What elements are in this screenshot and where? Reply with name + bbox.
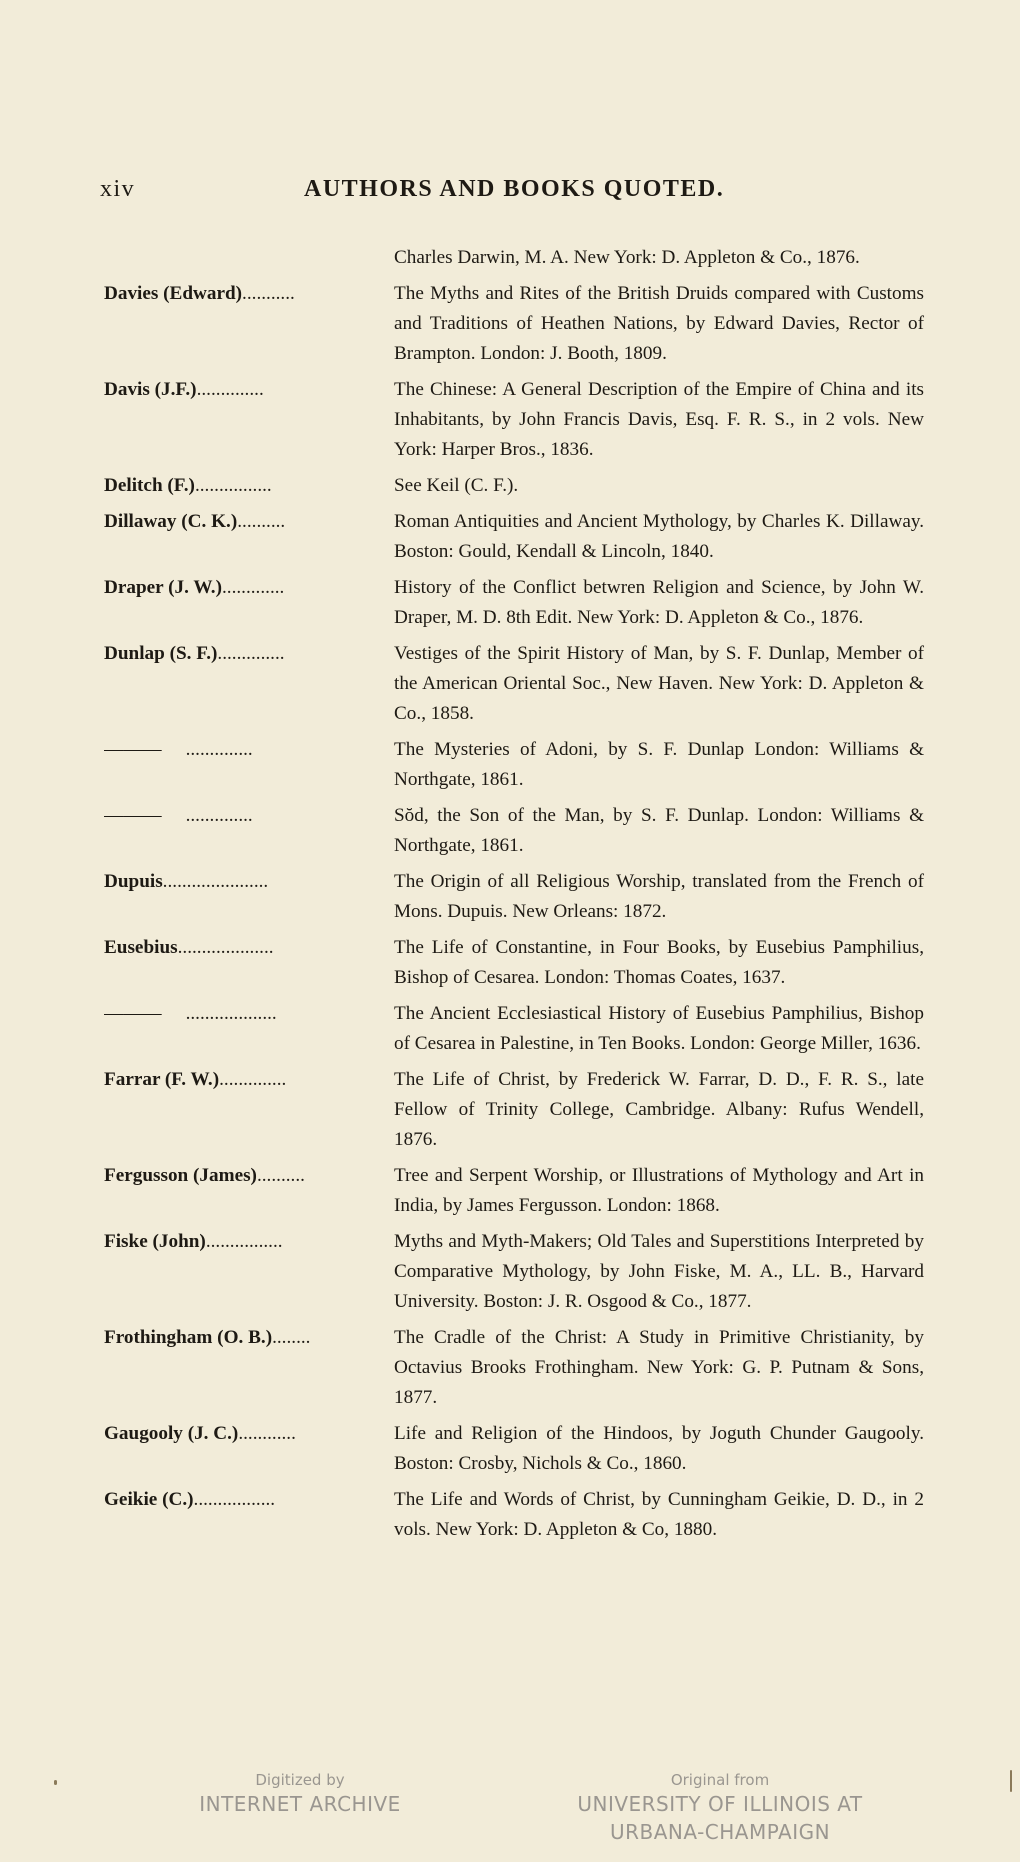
entry-work: Vestiges of the Spirit History of Man, by S. F. Dunlap, Member of the American Oriental Soc., New Haven. New York: D. Appleton & Co., 1858. — [394, 643, 924, 724]
bibliography-entry — [104, 507, 924, 567]
bibliography-entry — [104, 999, 924, 1059]
entry-work: History of the Conflict betwren Religion and Science, by John W. Draper, M. D. 8th Edit. New York: D. Appleton & Co., 1876. — [394, 577, 924, 628]
entry-work: The Life of Constantine, in Four Books, by Eusebius Pamphilius, Bishop of Cesarea. London: Thomas Coates, 1637. — [394, 937, 924, 988]
entry-work: The Ancient Ecclesiastical History of Eusebius Pamphilius, Bishop of Cesarea in Palestine, in Ten Books. London: George Miller, 1636. — [394, 1003, 924, 1054]
entry-author — [104, 507, 394, 567]
internet-archive-label: INTERNET ARCHIVE — [199, 1792, 401, 1816]
digitized-by-block — [190, 1770, 410, 1818]
university-label-line1: UNIVERSITY OF ILLINOIS AT — [577, 1792, 863, 1816]
entry-leader-dots: ................ — [194, 475, 272, 496]
entry-work: The Life of Christ, by Frederick W. Farrar, D. D., F. R. S., late Fellow of Trinity College, Cambridge. Albany: Rufus Wendell, 1876. — [394, 1069, 924, 1150]
entry-work: Life and Religion of the Hindoos, by Joguth Chunder Gaugooly. Boston: Crosby, Nichols & Co., 1860. — [394, 1423, 924, 1474]
entry-leader-dots: .............. — [219, 1069, 287, 1090]
entry-author-name: ——— — [104, 1003, 162, 1024]
entry-leader-dots: ........ — [272, 1327, 311, 1348]
bibliography-entry — [104, 1227, 924, 1317]
entry-leader-dots: ............. — [221, 577, 285, 598]
bibliography-entry — [104, 933, 924, 993]
bibliography-entry — [104, 801, 924, 861]
entry-author — [104, 1323, 394, 1413]
bibliography-entry — [104, 867, 924, 927]
entry-author — [104, 471, 394, 501]
bibliography-entry — [104, 375, 924, 465]
entry-work: Sŏd, the Son of the Man, by S. F. Dunlap. London: Williams & Northgate, 1861. — [394, 805, 924, 856]
bibliography-entry — [104, 735, 924, 795]
entry-leader-dots: ................ — [205, 1231, 283, 1252]
original-from-label: Original from — [670, 1771, 770, 1789]
entry-leader-dots: ...................... — [162, 871, 269, 892]
entry-leader-dots: .......... — [237, 511, 286, 532]
bibliography-entry — [104, 1161, 924, 1221]
entry-work: See Keil (C. F.). — [394, 475, 519, 496]
entry-author-name: Davis (J.F.) — [104, 379, 197, 400]
entry-work: The Myths and Rites of the British Druids compared with Customs and Traditions of Heathen Nations, by Edward Davies, Rector of Brampton. London: J. Booth, 1809. — [394, 283, 924, 364]
entry-author — [104, 243, 394, 273]
entry-author — [104, 933, 394, 993]
entry-work: The Mysteries of Adoni, by S. F. Dunlap London: Williams & Northgate, 1861. — [394, 739, 924, 790]
bibliography-entry — [104, 471, 924, 501]
entry-leader-dots: .................... — [177, 937, 274, 958]
running-header — [100, 176, 820, 210]
entry-author — [104, 279, 394, 369]
entry-author — [104, 1485, 394, 1545]
entry-author-name: Dunlap (S. F.) — [104, 643, 218, 664]
entry-author — [104, 573, 394, 633]
entry-author — [104, 1227, 394, 1317]
entry-author-name: Fiske (John) — [104, 1231, 206, 1252]
entry-leader-dots: ................. — [193, 1489, 276, 1510]
bibliography-entry — [104, 1419, 924, 1479]
bibliography-entry — [104, 639, 924, 729]
entry-work: The Cradle of the Christ: A Study in Primitive Christianity, by Octavius Brooks Frothingham. New York: G. P. Putnam & Sons, 1877. — [394, 1327, 924, 1408]
entry-work: The Origin of all Religious Worship, translated from the French of Mons. Dupuis. New Orleans: 1872. — [394, 871, 924, 922]
entry-leader-dots: ................... — [185, 1003, 277, 1024]
bibliography-entry — [104, 243, 924, 273]
entry-leader-dots: .............. — [185, 805, 253, 826]
digitization-footer — [0, 1770, 1020, 1860]
entry-leader-dots: .......... — [256, 1165, 305, 1186]
bibliography-entry — [104, 573, 924, 633]
entry-leader-dots: .............. — [196, 379, 264, 400]
entry-work: Roman Antiquities and Ancient Mythology, by Charles K. Dillaway. Boston: Gould, Kendall & Lincoln, 1840. — [394, 511, 924, 562]
entry-work: Tree and Serpent Worship, or Illustrations of Mythology and Art in India, by James Fergusson. London: 1868. — [394, 1165, 924, 1216]
entry-author — [104, 867, 394, 927]
entry-author-name: Dupuis — [104, 871, 163, 892]
entry-author-name: Davies (Edward) — [104, 283, 243, 304]
entry-author-name: Eusebius — [104, 937, 178, 958]
entry-author — [104, 1161, 394, 1221]
entry-author — [104, 801, 394, 861]
entry-author — [104, 375, 394, 465]
entry-leader-dots: ............ — [238, 1423, 296, 1444]
entry-work: Charles Darwin, M. A. New York: D. Appleton & Co., 1876. — [394, 247, 860, 268]
entry-author-name: Farrar (F. W.) — [104, 1069, 220, 1090]
bibliography-entry — [104, 1323, 924, 1413]
entry-work: The Chinese: A General Description of the Empire of China and its Inhabitants, by John Francis Davis, Esq. F. R. S., in 2 vols. New York: Harper Bros., 1836. — [394, 379, 924, 460]
entry-work: The Life and Words of Christ, by Cunningham Geikie, D. D., in 2 vols. New York: D. Appleton & Co, 1880. — [394, 1489, 924, 1540]
entry-author — [104, 1065, 394, 1155]
entry-author-name: Dillaway (C. K.) — [104, 511, 238, 532]
entry-author — [104, 999, 394, 1059]
entry-author-name: Draper (J. W.) — [104, 577, 222, 598]
bibliography-entry — [104, 1065, 924, 1155]
bibliography-entry — [104, 279, 924, 369]
entry-author — [104, 1419, 394, 1479]
page-title: AUTHORS AND BOOKS QUOTED. — [304, 176, 725, 202]
bibliography-entry — [104, 1485, 924, 1545]
digitized-by-label: Digitized by — [255, 1771, 345, 1789]
entry-author-name: Gaugooly (J. C.) — [104, 1423, 239, 1444]
page-number: xiv — [100, 176, 136, 202]
entry-leader-dots: .............. — [217, 643, 285, 664]
entry-author-name: Fergusson (James) — [104, 1165, 257, 1186]
entry-work: Myths and Myth-Makers; Old Tales and Superstitions Interpreted by Comparative Mythology, by John Fiske, M. A., LL. B., Harvard University. Boston: J. R. Osgood & Co., 1877. — [394, 1231, 924, 1312]
entry-author-name: ——— — [104, 805, 162, 826]
bibliography-list — [104, 243, 924, 1551]
entry-author — [104, 639, 394, 729]
entry-author-name: Frothingham (O. B.) — [104, 1327, 273, 1348]
entry-author-name: ——— — [104, 739, 162, 760]
entry-author — [104, 735, 394, 795]
entry-author-name: Delitch (F.) — [104, 475, 195, 496]
university-label-line2: URBANA-CHAMPAIGN — [609, 1820, 831, 1844]
entry-leader-dots: ........... — [242, 283, 295, 304]
entry-leader-dots: .............. — [185, 739, 253, 760]
entry-spacer — [104, 1545, 924, 1551]
original-from-block — [570, 1770, 870, 1846]
entry-author-name: Geikie (C.) — [104, 1489, 194, 1510]
